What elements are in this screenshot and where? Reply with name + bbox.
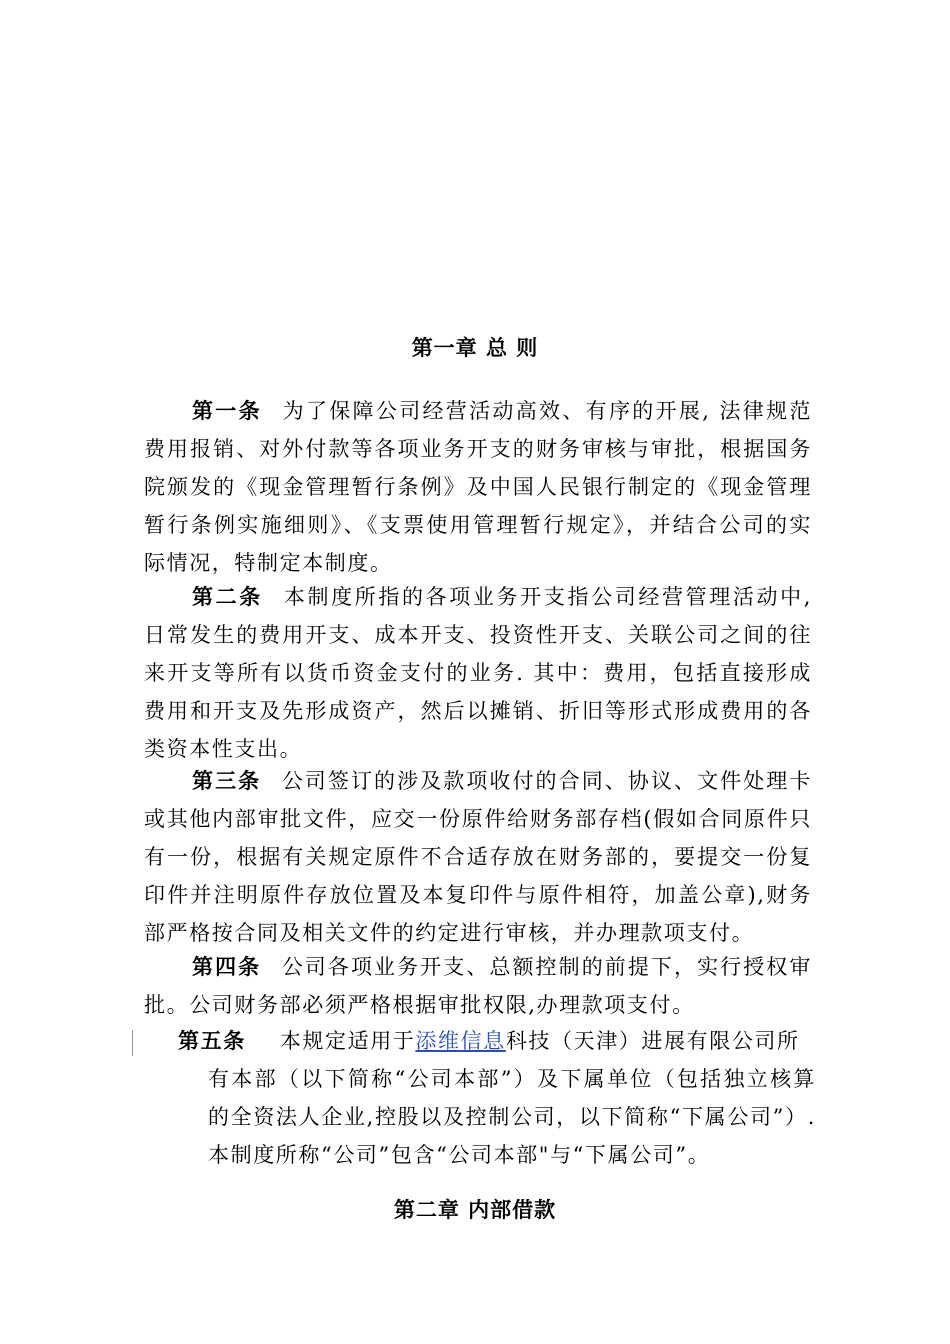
article-1-label: 第一条 [192,398,262,423]
revision-change-bar [132,1030,133,1056]
article-1 [144,392,812,582]
article-3 [144,762,812,952]
company-name-link[interactable]: 添维信息 [415,1029,506,1053]
article-5-rest: 有本部（以下简称“公司本部”）及下属单位（包括独立核算的全资法人企业,控股以及控制公司，以下简称“下属公司”）.本制度所称“公司”包含“公司本部"与“下属公司”。 [208,1067,816,1167]
article-5-label: 第五条 [178,1028,246,1053]
article-4-label: 第四条 [192,954,262,979]
article-4-text: 公司各项业务开支、总额控制的前提下，实行授权审批。公司财务部必须严格根据审批权限,办理款项支付。 [144,955,812,1017]
article-3-text: 公司签订的涉及款项收付的合同、协议、文件处理卡或其他内部审批文件，应交一份原件给财务部存档(假如合同原件只有一份，根据有关规定原件不合适存放在财务部的，要提交一份复印件并注明原件存放位置及本复印件与原件相符，加盖公章),财务部严格按合同及相关文件的约定进行审核，并办理款项支付。 [144,769,812,945]
article-2-label: 第二条 [192,584,263,609]
article-2 [144,578,812,768]
article-2-text: 本制度所指的各项业务开支指公司经营管理活动中, 日常发生的费用开支、成本开支、投资性开支、关联公司之间的往来开支等所有以货币资金支付的业务. 其中：费用，包括直接形成费用和开支及先形成资产，然后以摊销、折旧等形式形成费用的各类资本性支出。 [144,585,812,761]
article-5-text-after-link: 科技（天津）进展有限公司所 [505,1029,800,1053]
article-5 [178,1022,816,1174]
article-5-text-before-link: 本规定适用于 [279,1029,416,1053]
article-5-first-line [178,1022,816,1060]
article-1-text: 为了保障公司经营活动高效、有序的开展, 法律规范费用报销、对外付款等各项业务开支的财务审核与审批，根据国务院颁发的《现金管理暂行条例》及中国人民银行制定的《现金管理暂行条例实施细则》、《支票使用管理暂行规定》，并结合公司的实际情况，特制定本制度。 [144,399,812,575]
article-4 [144,948,812,1024]
article-3-label: 第三条 [192,768,262,793]
chapter-1-title: 第一章 总 则 [411,335,539,360]
chapter-2-title: 第二章 内部借款 [393,1197,557,1222]
